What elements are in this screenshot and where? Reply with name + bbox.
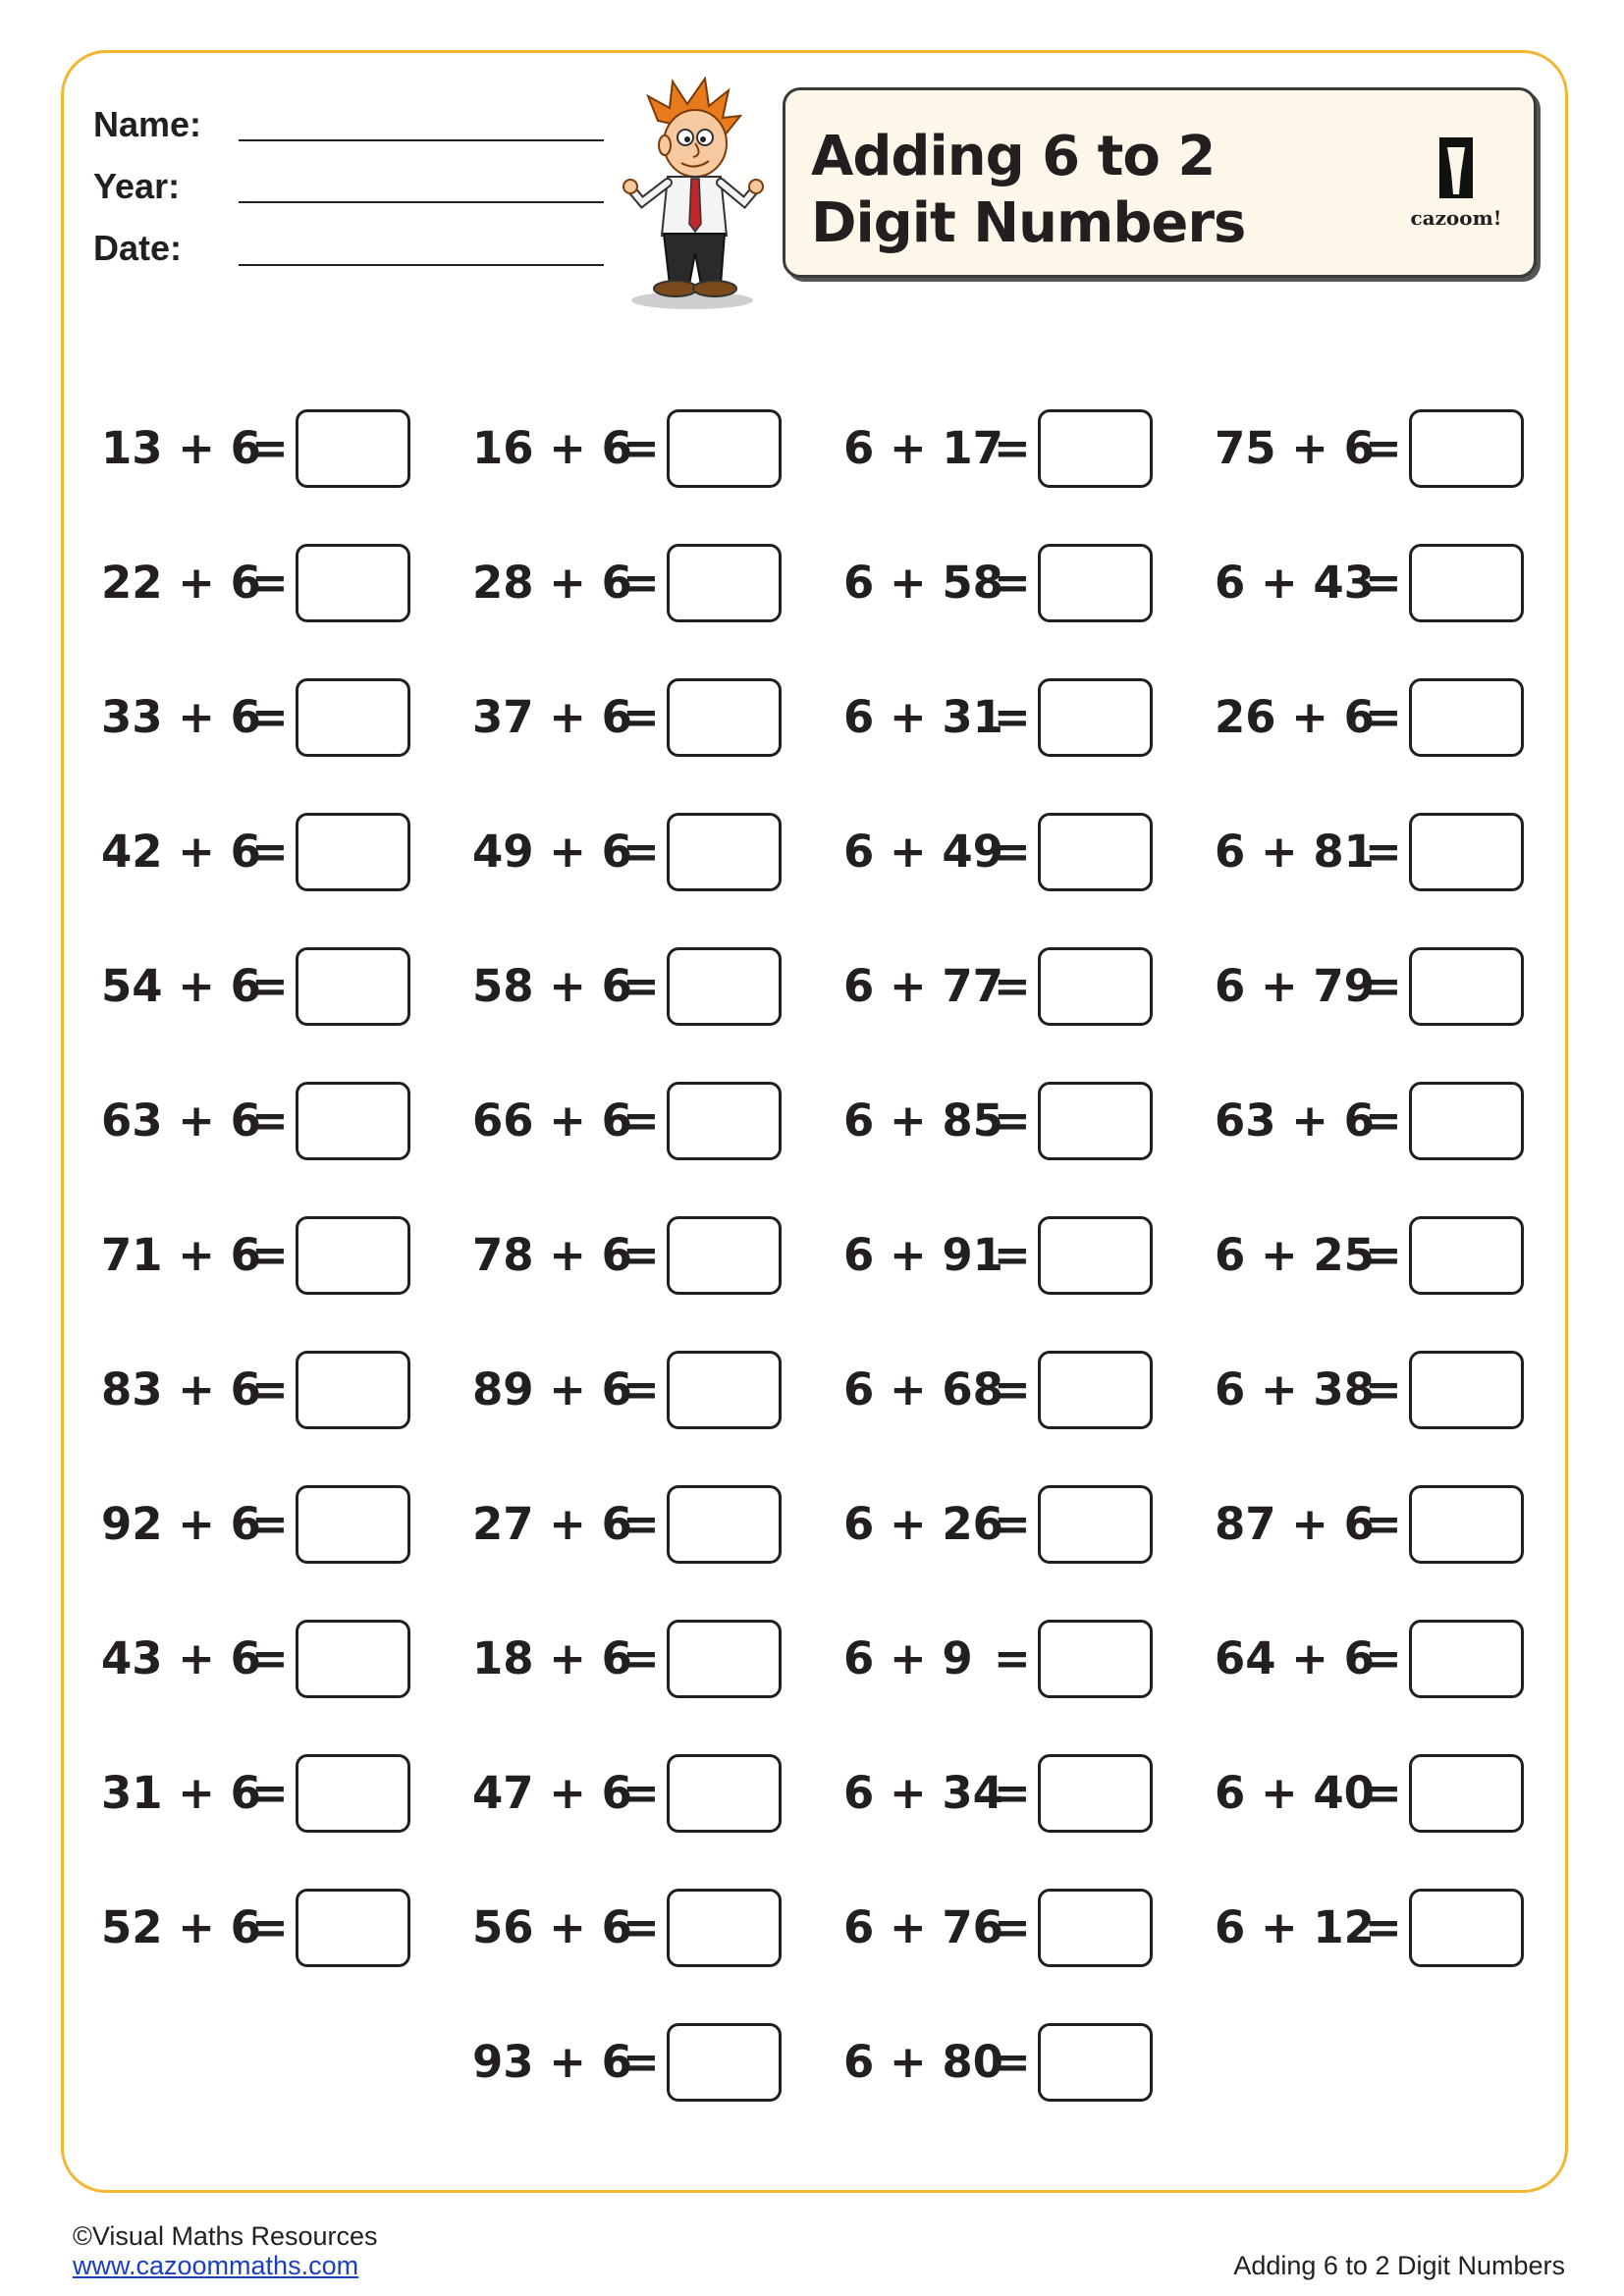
answer-box[interactable] (1409, 1620, 1524, 1698)
answer-box[interactable] (296, 947, 410, 1026)
problem-item (843, 1351, 1158, 1429)
problem-expression: 6 + 31 (843, 691, 1003, 743)
equals-sign: = (1365, 1363, 1402, 1415)
problem-item (101, 1485, 415, 1564)
problem-expression: 6 + 9 (843, 1632, 973, 1684)
answer-box[interactable] (667, 678, 782, 757)
problem-item (843, 1754, 1158, 1833)
problem-expression: 6 + 91 (843, 1229, 1003, 1281)
answer-box[interactable] (667, 1216, 782, 1295)
problem-expression: 13 + 6 (101, 422, 261, 474)
answer-box[interactable] (1038, 1082, 1153, 1160)
answer-box[interactable] (1038, 1216, 1153, 1295)
answer-box[interactable] (1038, 409, 1153, 488)
equals-sign: = (994, 960, 1031, 1012)
answer-box[interactable] (1038, 1620, 1153, 1698)
problem-item (1215, 678, 1529, 757)
problem-item (472, 1082, 786, 1160)
equals-sign: = (251, 826, 289, 878)
answer-box[interactable] (1409, 813, 1524, 891)
problem-item (1215, 1351, 1529, 1429)
copyright-text: ©Visual Maths Resources (73, 2221, 378, 2251)
equals-sign: = (623, 1632, 660, 1684)
answer-box[interactable] (1038, 2023, 1153, 2102)
problem-item (1215, 409, 1529, 488)
answer-box[interactable] (1409, 947, 1524, 1026)
problem-expression: 33 + 6 (101, 691, 261, 743)
problem-expression: 18 + 6 (472, 1632, 632, 1684)
answer-box[interactable] (1038, 1351, 1153, 1429)
answer-box[interactable] (296, 1082, 410, 1160)
problem-item (1215, 1216, 1529, 1295)
problem-item (101, 1889, 415, 1967)
equals-sign: = (623, 826, 660, 878)
problem-expression: 28 + 6 (472, 557, 632, 609)
cazoom-logo (1402, 133, 1510, 241)
title-line-1: Adding 6 to 2 (811, 125, 1216, 188)
name-line[interactable] (239, 139, 604, 141)
answer-box[interactable] (1409, 1216, 1524, 1295)
problem-expression: 6 + 25 (1215, 1229, 1375, 1281)
name-label: Name: (93, 104, 202, 144)
problem-item (472, 1620, 786, 1698)
equals-sign: = (1365, 826, 1402, 878)
problem-expression: 71 + 6 (101, 1229, 261, 1281)
answer-box[interactable] (1038, 813, 1153, 891)
problem-item (1215, 947, 1529, 1026)
equals-sign: = (1365, 1901, 1402, 1953)
problem-expression: 6 + 40 (1215, 1767, 1375, 1819)
answer-box[interactable] (667, 947, 782, 1026)
problem-item (843, 678, 1158, 757)
problem-expression: 6 + 79 (1215, 960, 1375, 1012)
equals-sign: = (251, 1632, 289, 1684)
problem-expression: 89 + 6 (472, 1363, 632, 1415)
problem-expression: 54 + 6 (101, 960, 261, 1012)
answer-box[interactable] (1038, 544, 1153, 622)
problem-item (1215, 1620, 1529, 1698)
answer-box[interactable] (1409, 1082, 1524, 1160)
equals-sign: = (994, 1095, 1031, 1147)
problem-expression: 58 + 6 (472, 960, 632, 1012)
problem-expression: 56 + 6 (472, 1901, 632, 1953)
answer-box[interactable] (296, 1351, 410, 1429)
equals-sign: = (994, 1901, 1031, 1953)
title-line-2: Digit Numbers (811, 191, 1246, 255)
problem-expression: 6 + 85 (843, 1095, 1003, 1147)
equals-sign: = (251, 1095, 289, 1147)
website-link[interactable]: www.cazoommaths.com (73, 2251, 359, 2280)
answer-box[interactable] (296, 813, 410, 891)
problem-expression: 75 + 6 (1215, 422, 1375, 474)
problem-expression: 43 + 6 (101, 1632, 261, 1684)
answer-box[interactable] (667, 1754, 782, 1833)
answer-box[interactable] (1038, 1754, 1153, 1833)
equals-sign: = (251, 1498, 289, 1550)
problem-item (472, 1216, 786, 1295)
answer-box[interactable] (1409, 1351, 1524, 1429)
problem-item (101, 1620, 415, 1698)
equals-sign: = (994, 826, 1031, 878)
date-label: Date: (93, 228, 183, 268)
problem-item (101, 1351, 415, 1429)
problem-expression: 6 + 58 (843, 557, 1003, 609)
equals-sign: = (1365, 1229, 1402, 1281)
answer-box[interactable] (667, 1082, 782, 1160)
equals-sign: = (251, 422, 289, 474)
equals-sign: = (1365, 960, 1402, 1012)
problem-expression: 92 + 6 (101, 1498, 261, 1550)
answer-box[interactable] (296, 1620, 410, 1698)
equals-sign: = (251, 960, 289, 1012)
equals-sign: = (994, 1229, 1031, 1281)
answer-box[interactable] (667, 1351, 782, 1429)
problem-expression: 47 + 6 (472, 1767, 632, 1819)
equals-sign: = (1365, 691, 1402, 743)
answer-box[interactable] (1038, 1485, 1153, 1564)
problem-expression: 49 + 6 (472, 826, 632, 878)
problem-expression: 26 + 6 (1215, 691, 1375, 743)
equals-sign: = (994, 1363, 1031, 1415)
problem-item (472, 1889, 786, 1967)
equals-sign: = (1365, 422, 1402, 474)
problem-expression: 22 + 6 (101, 557, 261, 609)
problem-item (843, 1620, 1158, 1698)
equals-sign: = (994, 422, 1031, 474)
equals-sign: = (994, 557, 1031, 609)
problem-expression: 6 + 77 (843, 960, 1003, 1012)
problem-expression: 31 + 6 (101, 1767, 261, 1819)
answer-box[interactable] (1409, 678, 1524, 757)
worksheet-title (811, 124, 1322, 257)
equals-sign: = (1365, 1632, 1402, 1684)
answer-box[interactable] (1038, 947, 1153, 1026)
problem-expression: 93 + 6 (472, 2036, 632, 2088)
equals-sign: = (251, 1229, 289, 1281)
problem-item (472, 2023, 786, 2102)
problem-item (1215, 1889, 1529, 1967)
equals-sign: = (994, 1498, 1031, 1550)
equals-sign: = (623, 1229, 660, 1281)
answer-box[interactable] (296, 1889, 410, 1967)
problem-item (472, 947, 786, 1026)
equals-sign: = (623, 1901, 660, 1953)
problem-item (101, 1216, 415, 1295)
answer-box[interactable] (296, 409, 410, 488)
problem-expression: 37 + 6 (472, 691, 632, 743)
answer-box[interactable] (296, 1485, 410, 1564)
answer-box[interactable] (667, 544, 782, 622)
problem-expression: 87 + 6 (1215, 1498, 1375, 1550)
equals-sign: = (1365, 1095, 1402, 1147)
problem-item (472, 813, 786, 891)
problem-item (101, 947, 415, 1026)
answer-box[interactable] (1038, 1889, 1153, 1967)
equals-sign: = (623, 1363, 660, 1415)
answer-box[interactable] (1409, 409, 1524, 488)
year-label: Year: (93, 166, 181, 206)
equals-sign: = (994, 1767, 1031, 1819)
date-line[interactable] (239, 264, 604, 266)
problem-expression: 64 + 6 (1215, 1632, 1375, 1684)
answer-box[interactable] (667, 1620, 782, 1698)
problem-expression: 42 + 6 (101, 826, 261, 878)
answer-box[interactable] (1409, 1754, 1524, 1833)
problem-expression: 6 + 68 (843, 1363, 1003, 1415)
problem-item (101, 544, 415, 622)
answer-box[interactable] (296, 1754, 410, 1833)
problem-item (843, 1889, 1158, 1967)
problem-item (101, 678, 415, 757)
problem-item (1215, 544, 1529, 622)
problem-item (843, 813, 1158, 891)
equals-sign: = (994, 1632, 1031, 1684)
equals-sign: = (251, 557, 289, 609)
problem-item (101, 813, 415, 891)
problem-expression: 66 + 6 (472, 1095, 632, 1147)
answer-box[interactable] (667, 409, 782, 488)
problem-expression: 6 + 80 (843, 2036, 1003, 2088)
problem-expression: 83 + 6 (101, 1363, 261, 1415)
equals-sign: = (1365, 1498, 1402, 1550)
problem-expression: 6 + 81 (1215, 826, 1375, 878)
problem-expression: 78 + 6 (472, 1229, 632, 1281)
equals-sign: = (1365, 1767, 1402, 1819)
problem-expression: 6 + 38 (1215, 1363, 1375, 1415)
problem-expression: 6 + 34 (843, 1767, 1003, 1819)
title-box (783, 87, 1537, 278)
equals-sign: = (623, 1767, 660, 1819)
equals-sign: = (623, 557, 660, 609)
answer-box[interactable] (667, 2023, 782, 2102)
problem-item (843, 1082, 1158, 1160)
problem-item (101, 409, 415, 488)
answer-box[interactable] (667, 1889, 782, 1967)
equals-sign: = (623, 2036, 660, 2088)
equals-sign: = (1365, 557, 1402, 609)
equals-sign: = (251, 1901, 289, 1953)
cazoom-logo-icon (1402, 133, 1510, 204)
answer-box[interactable] (1038, 678, 1153, 757)
problem-expression: 6 + 49 (843, 826, 1003, 878)
equals-sign: = (623, 960, 660, 1012)
problem-item (472, 1754, 786, 1833)
problem-item (1215, 1485, 1529, 1564)
problem-expression: 6 + 17 (843, 422, 1003, 474)
problem-expression: 63 + 6 (101, 1095, 261, 1147)
answer-box[interactable] (296, 544, 410, 622)
answer-box[interactable] (667, 813, 782, 891)
problem-expression: 16 + 6 (472, 422, 632, 474)
equals-sign: = (251, 1363, 289, 1415)
problem-item (472, 544, 786, 622)
logo-text: cazoom! (1410, 206, 1502, 230)
problem-expression: 6 + 76 (843, 1901, 1003, 1953)
problem-item (843, 409, 1158, 488)
year-line[interactable] (239, 201, 604, 203)
footer-sheet-title: Adding 6 to 2 Digit Numbers (1233, 2251, 1565, 2280)
problem-item (101, 1082, 415, 1160)
problem-expression: 6 + 26 (843, 1498, 1003, 1550)
problem-expression: 6 + 12 (1215, 1901, 1375, 1953)
equals-sign: = (623, 691, 660, 743)
answer-box[interactable] (1409, 1889, 1524, 1967)
equals-sign: = (623, 1095, 660, 1147)
teacher-mascot-illustration (619, 77, 766, 312)
problem-expression: 63 + 6 (1215, 1095, 1375, 1147)
problem-item (472, 1351, 786, 1429)
problem-item (1215, 813, 1529, 891)
answer-box[interactable] (667, 1485, 782, 1564)
equals-sign: = (623, 422, 660, 474)
problem-item (843, 1485, 1158, 1564)
answer-box[interactable] (296, 678, 410, 757)
equals-sign: = (251, 1767, 289, 1819)
answer-box[interactable] (1409, 544, 1524, 622)
answer-box[interactable] (1409, 1485, 1524, 1564)
problem-expression: 27 + 6 (472, 1498, 632, 1550)
problem-item (472, 1485, 786, 1564)
problem-item (472, 409, 786, 488)
equals-sign: = (251, 691, 289, 743)
equals-sign: = (623, 1498, 660, 1550)
problem-item (472, 678, 786, 757)
problem-item (101, 1754, 415, 1833)
problem-item (843, 2023, 1158, 2102)
equals-sign: = (994, 691, 1031, 743)
problem-expression: 6 + 43 (1215, 557, 1375, 609)
problem-item (843, 947, 1158, 1026)
equals-sign: = (994, 2036, 1031, 2088)
problem-item (1215, 1082, 1529, 1160)
problem-item (843, 1216, 1158, 1295)
problem-item (1215, 1754, 1529, 1833)
problem-expression: 52 + 6 (101, 1901, 261, 1953)
problem-item (843, 544, 1158, 622)
answer-box[interactable] (296, 1216, 410, 1295)
